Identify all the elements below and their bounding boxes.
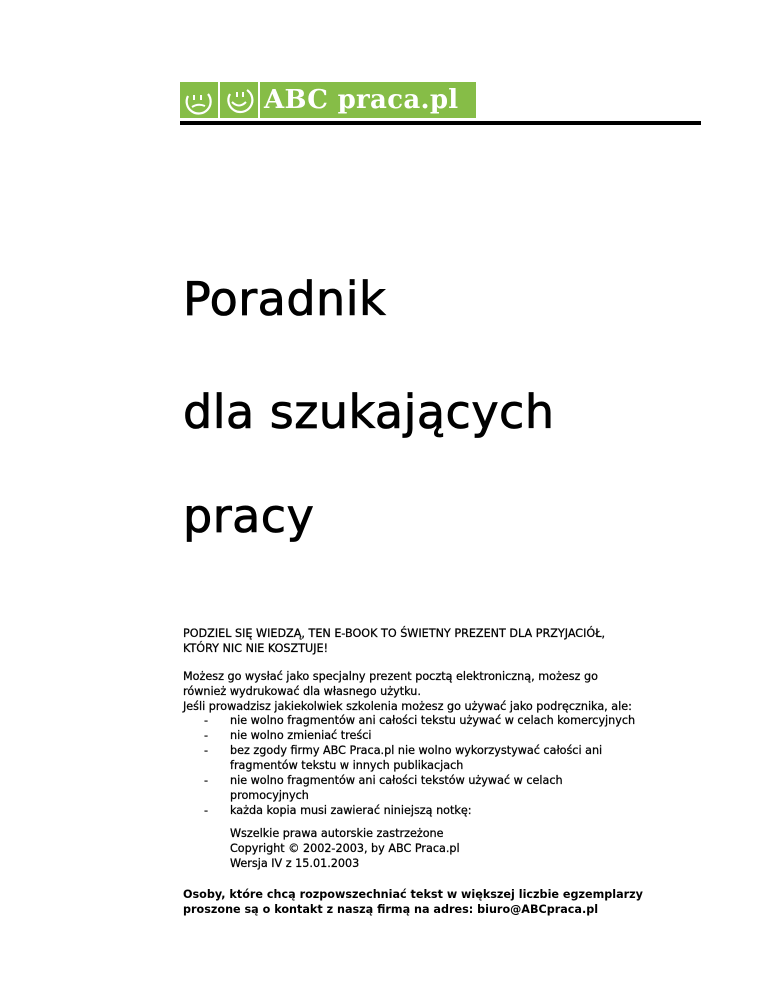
list-dash: -	[204, 729, 209, 742]
list-item-text: nie wolno fragmentów ani całości tekstów używać w celach	[230, 774, 563, 787]
list-dash: -	[204, 714, 209, 727]
list-item-text: każda kopia musi zawierać niniejszą notkę:	[230, 804, 472, 817]
intro-line: również wydrukować dla własnego użytku.	[183, 685, 421, 698]
list-item	[183, 773, 723, 803]
list-item-text: nie wolno zmieniać treści	[230, 729, 372, 742]
contact-line: proszone są o kontakt z naszą firmą na adres: biuro@ABCpraca.pl	[183, 903, 599, 916]
title-line-3: pracy	[183, 489, 315, 543]
notice-line: Copyright © 2002-2003, by ABC Praca.pl	[230, 842, 460, 855]
intro-line: Jeśli prowadzisz jakiekolwiek szkolenia możesz go używać jako podręcznika, ale:	[183, 700, 632, 713]
list-item	[183, 728, 723, 743]
sad-face-icon	[180, 82, 218, 118]
list-item	[183, 743, 723, 773]
contact-paragraph	[183, 887, 743, 917]
share-heading-line: KTÓRY NIC NIE KOSZTUJE!	[183, 642, 329, 655]
list-dash: -	[204, 744, 209, 757]
notice-line: Wersja IV z 15.01.2003	[230, 857, 360, 870]
share-heading	[183, 626, 723, 656]
list-item	[183, 803, 723, 818]
list-item-text: nie wolno fragmentów ani całości tekstu używać w celach komercyjnych	[230, 714, 636, 727]
intro-paragraph	[183, 669, 723, 714]
list-item-text: bez zgody firmy ABC Praca.pl nie wolno wykorzystywać całości ani	[230, 744, 603, 757]
usage-rules-list	[183, 713, 723, 818]
list-dash: -	[204, 774, 209, 787]
contact-line: Osoby, które chcą rozpowszechniać tekst w większej liczbie egzemplarzy	[183, 888, 643, 901]
list-dash: -	[204, 804, 209, 817]
title-line-1: Poradnik	[183, 272, 387, 326]
intro-line: Możesz go wysłać jako specjalny prezent pocztą elektroniczną, możesz go	[183, 670, 598, 683]
notice-line: Wszelkie prawa autorskie zastrzeżone	[230, 827, 444, 840]
share-heading-line: PODZIEL SIĘ WIEDZĄ, TEN E-BOOK TO ŚWIETNY PREZENT DLA PRZYJACIÓŁ,	[183, 627, 606, 640]
list-item	[183, 713, 723, 728]
copyright-notice	[230, 826, 460, 871]
list-item-text: promocyjnych	[230, 789, 309, 802]
title-line-2: dla szukających	[183, 385, 555, 439]
brand-name: ABC praca.pl	[260, 82, 476, 118]
happy-face-icon	[220, 82, 258, 118]
header-rule	[180, 121, 701, 125]
logo	[180, 82, 476, 118]
list-item-text: fragmentów tekstu w innych publikacjach	[230, 759, 464, 772]
